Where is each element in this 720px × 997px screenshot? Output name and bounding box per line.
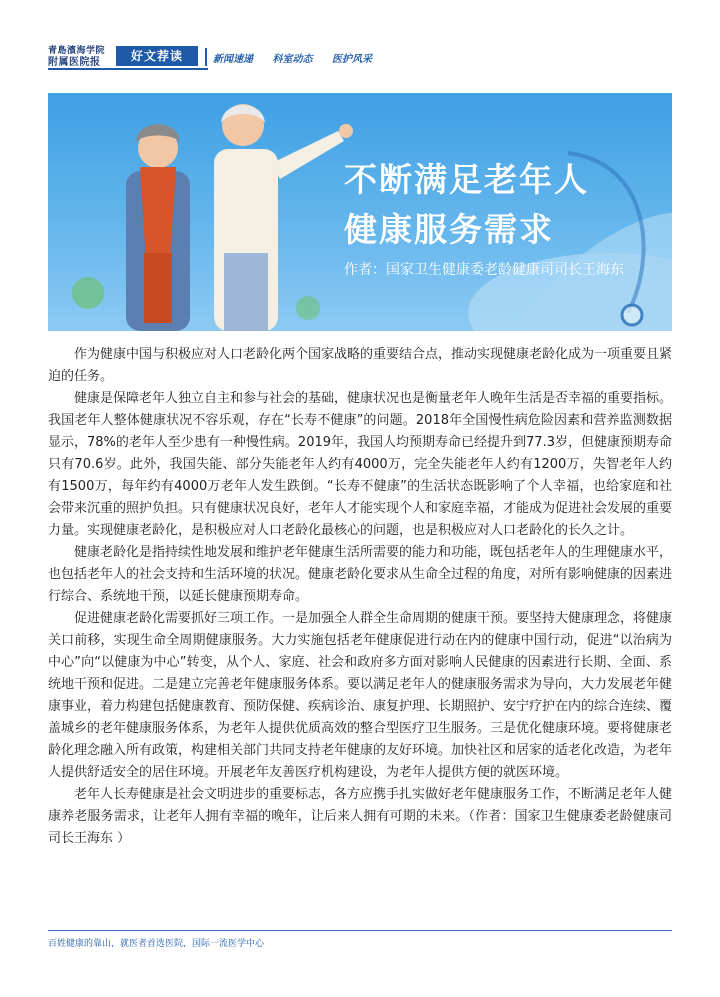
article-title <box>344 155 589 255</box>
logo-line-1: 青島濱海学院 <box>48 46 106 56</box>
nav-staff[interactable]: 医护风采 <box>331 54 372 65</box>
nav-department[interactable]: 科室动态 <box>272 54 313 65</box>
hospital-logo[interactable] <box>48 46 110 68</box>
paragraph-2: 健康是保障老年人独立自主和参与社会的基础，健康状况也是衡量老年人晚年生活是否幸福的重要指标。我国老年人整体健康状况不容乐观，存在“长寿不健康”的问题。2018年全国慢性病危险因素和营养监测数据显示，78%的老年人至少患有一种慢性病。2019年，我国人均预期寿命已经提升到77.3岁，但健康预期寿命只有70.6岁。此外，我国失能、部分失能老年人约有4000万，完全失能老年人约有1200万，失智老年人约有1500万，每年约有4000万老年人发生跌倒。“长寿不健康”的生活状态既影响了个人幸福，也给家庭和社会带来沉重的照护负担。只有健康状况良好，老年人才能实现个人和家庭幸福，才能成为促进社会发展的重要力量。实现健康老龄化，是积极应对人口老龄化最核心的问题，也是积极应对人口老龄化的长久之计。 <box>48 391 673 538</box>
article-body <box>48 344 672 850</box>
header-separator <box>205 48 207 66</box>
paragraph-1: 作为健康中国与积极应对人口老龄化两个国家战略的重要结合点，推动实现健康老龄化成为一项重要且紧迫的任务。 <box>48 347 673 384</box>
title-line-2: 健康服务需求 <box>344 210 554 249</box>
footer-rule <box>48 930 672 931</box>
masthead <box>0 0 720 80</box>
header-rule <box>48 68 208 70</box>
nav-news[interactable]: 新闻速递 <box>213 54 253 65</box>
logo-line-2: 附属医院报 <box>48 57 101 68</box>
banner-author: 作者：国家卫生健康委老龄健康司司长王海东 <box>344 262 624 278</box>
paragraph-3: 健康老龄化是指持续性地发展和维护老年健康生活所需要的能力和功能，既包括老年人的生理健康水平，也包括老年人的社会支持和生活环境的状况。健康老龄化要求从生命全过程的角度，对所有影响健康的因素进行综合、系统地干预，以延长健康预期寿命。 <box>48 545 673 604</box>
title-line-1: 不断满足老年人 <box>344 160 589 199</box>
paragraph-5: 老年人长寿健康是社会文明进步的重要标志，各方应携手扎实做好老年健康服务工作，不断满足老年人健康养老服务需求，让老年人拥有幸福的晚年，让后来人拥有可期的未来。（作者：国家卫生健康委老龄健康司司长王海东 ） <box>48 787 673 846</box>
section-tag: 好文荐读 <box>116 46 198 66</box>
footer-slogan: 百姓健康的靠山，就医者首选医院，国际一流医学中心 <box>48 939 265 949</box>
header-nav <box>213 50 388 65</box>
paragraph-4: 促进健康老龄化需要抓好三项工作。一是加强全人群全生命周期的健康干预。要坚持大健康理念，将健康关口前移，实现生命全周期健康服务。大力实施包括老年健康促进行动在内的健康中国行动，促进“以治病为中心”向“以健康为中心”转变，从个人、家庭、社会和政府多方面对影响人民健康的因素进行长期、全面、系统地干预和促进。二是建立完善老年健康服务体系。要以满足老年人的健康服务需求为导向，大力发展老年健康事业，着力构建包括健康教育、预防保健、疾病诊治、康复护理、长期照护、安宁疗护在内的综合连续、覆盖城乡的老年健康服务体系，为老年人提供优质高效的整合型医疗卫生服务。三是优化健康环境。要将健康老龄化理念融入所有政策，构建相关部门共同支持老年健康的友好环境。加快社区和居家的适老化改造，为老年人提供舒适安全的居住环境。开展老年友善医疗机构建设，为老年人提供方便的就医环境。 <box>48 611 673 780</box>
article-banner <box>48 93 672 331</box>
